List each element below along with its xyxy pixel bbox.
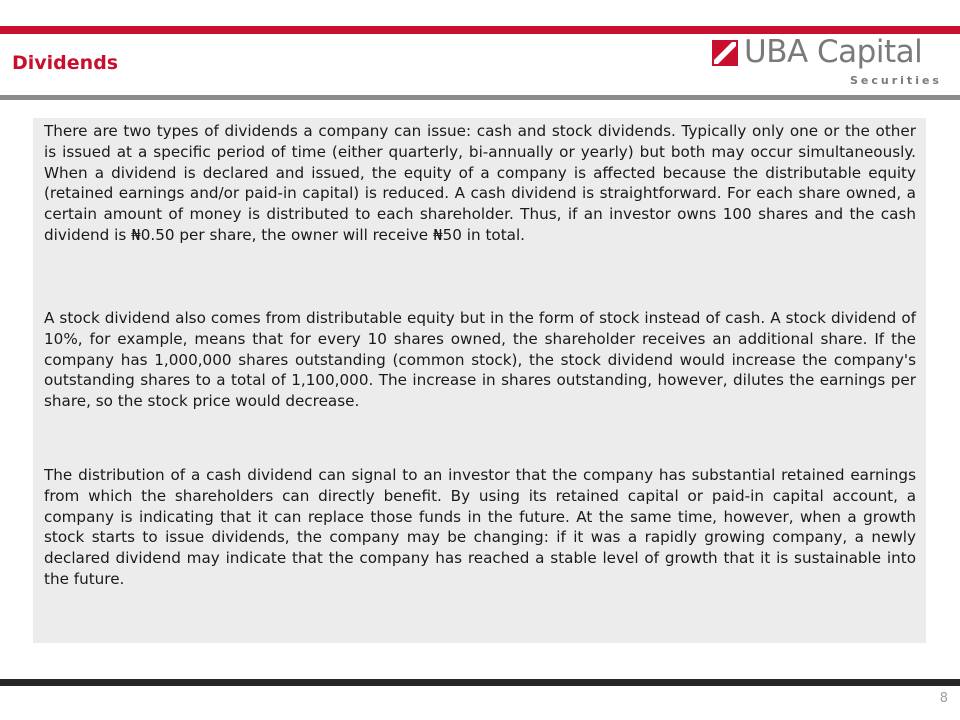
- logo-subtitle: Securities: [850, 74, 942, 87]
- content-panel: [33, 118, 926, 643]
- paragraph-stock-dividends: A stock dividend also comes from distributable equity but in the form of stock instead of cash. A stock dividend of 10%, for example, means that for every 10 shares owned, the shareholder receives an additional share. If the company has 1,000,000 shares outstanding (common stock), the stock dividend would increase the company's outstanding shares to a total of 1,100,000. The increase in shares outstanding, however, dilutes the earnings per share, so the stock price would decrease.: [44, 309, 916, 411]
- footer-bar: [0, 679, 960, 686]
- header-divider: [0, 95, 960, 100]
- paragraph-cash-dividends: There are two types of dividends a company can issue: cash and stock dividends. Typically only one or the other is issued at a specific period of time (either quarterly, bi-annually or yearly) but both may occur simultaneously. When a dividend is declared and issued, the equity of a company is affected because the distributable equity (retained earnings and/or paid-in capital) is reduced. A cash dividend is straightforward. For each share owned, a certain amount of money is distributed to each shareholder. Thus, if an investor owns 100 shares and the cash dividend is ₦0.50 per share, the owner will receive ₦50 in total.: [44, 122, 916, 244]
- page-title: Dividends: [12, 52, 119, 74]
- paragraph-dividend-signals: The distribution of a cash dividend can signal to an investor that the company has substantial retained earnings from which the shareholders can directly benefit. By using its retained capital or paid-in capital account, a company is indicating that it can replace those funds in the future. At the same time, however, when a growth stock starts to issue dividends, the company may be changing: if it was a rapidly growing company, a newly declared dividend may indicate that the company has reached a stable level of growth that it is sustainable into the future.: [44, 466, 916, 588]
- page-number: 8: [939, 691, 948, 706]
- logo-brand-text: UBA Capital: [744, 34, 923, 70]
- uba-mark-icon: [712, 40, 738, 66]
- company-logo: [712, 36, 942, 92]
- top-accent-bar: [0, 26, 960, 34]
